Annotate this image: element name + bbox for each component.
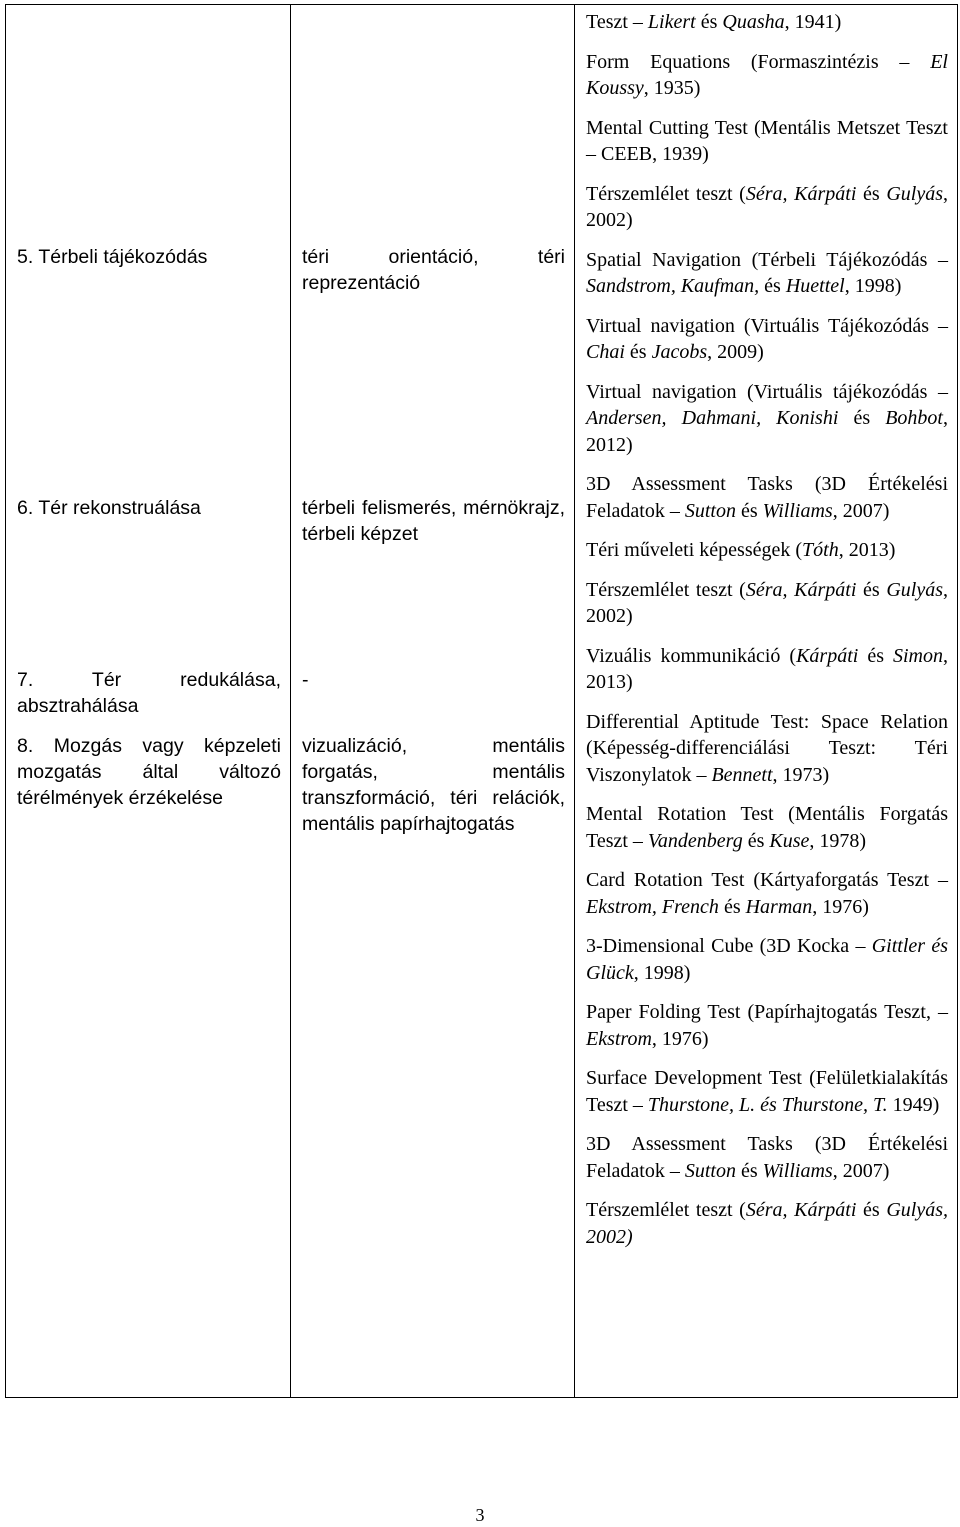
test-entry: [586, 115, 948, 168]
test-entry: [586, 577, 948, 630]
test-mid: és: [718, 895, 746, 918]
test-mid: és: [856, 1199, 887, 1221]
test-pre: Paper Folding Test (Papírhajtogatás Teszt, –: [586, 1001, 948, 1023]
test-pre: Surface Development Test (Felületkialakítás Teszt –: [586, 1067, 948, 1116]
test-post: , 1976): [812, 895, 869, 918]
test-pre: Spatial Navigation (Térbeli Tájékozódás –: [586, 248, 948, 271]
test-mid: és: [858, 644, 893, 667]
test-auth: Andersen, Dahmani, Konishi: [586, 407, 839, 429]
test-pre: 3-Dimensional Cube (3D Kocka –: [586, 935, 872, 957]
test-pre: Térszemlélet teszt (: [586, 578, 746, 601]
test-pre: 3D Assessment Tasks (3D Értékelési Feladatok –: [586, 473, 948, 522]
test-auth2: Gulyás: [886, 578, 943, 601]
test-auth: Bennett: [711, 763, 773, 786]
test-entry: [586, 181, 948, 234]
area-6: 6. Tér rekonstruálása: [17, 497, 201, 519]
test-entry: [586, 247, 948, 300]
test-auth2: Huettel: [785, 275, 845, 297]
test-entry: [586, 379, 948, 459]
area-7: 7. Tér redukálása, absztrahálása: [17, 669, 281, 717]
test-auth: Tóth: [802, 539, 839, 561]
test-mid: és: [624, 341, 652, 363]
test-mid: és: [736, 499, 763, 522]
test-post: , 1978): [809, 829, 867, 852]
test-pre: 3D Assessment Tasks (3D Értékelési Feladatok –: [586, 1133, 948, 1182]
test-pre: Card Rotation Test (Kártyaforgatás Teszt –: [586, 869, 948, 891]
test-entry: [586, 313, 948, 366]
skill-7: -: [302, 669, 309, 691]
test-auth: El Koussy: [586, 50, 948, 99]
test-pre: Térszemlélet teszt (: [586, 1199, 746, 1221]
test-auth: Ekstrom: [586, 1027, 652, 1050]
test-auth2: Simon: [893, 644, 943, 667]
test-mid: és: [856, 182, 887, 205]
test-auth2: Bohbot: [885, 407, 943, 429]
test-post: , 2007): [832, 1159, 890, 1182]
test-table: [5, 4, 958, 1398]
test-post: , 2007): [832, 499, 890, 522]
test-pre: Virtual navigation (Virtuális Tájékozódás –: [586, 314, 948, 337]
page-number: 3: [475, 1505, 485, 1525]
test-post: , 2013): [586, 644, 948, 693]
test-pre: Mental Rotation Test (Mentális Forgatás Teszt –: [586, 803, 948, 852]
test-post: , 1998): [844, 275, 902, 297]
test-entry: [586, 643, 948, 696]
test-post: , 2002): [586, 182, 948, 231]
test-entry: [586, 1131, 948, 1184]
test-post: , 1935): [643, 77, 701, 99]
test-post: , 2013): [838, 539, 896, 561]
test-auth2: Williams: [762, 499, 833, 522]
test-pre: Virtual navigation (Virtuális tájékozódás –: [586, 380, 948, 403]
test-entry: [586, 1197, 948, 1250]
test-mid: és: [838, 407, 886, 429]
test-post: , 1976): [651, 1027, 709, 1050]
test-pre: Téri műveleti képességek (: [586, 539, 803, 561]
test-entry: [586, 999, 948, 1052]
test-auth2: Gulyás: [886, 182, 943, 205]
test-post: , 2009): [707, 341, 764, 363]
skill-column: [291, 5, 575, 1398]
tests-column: [575, 5, 958, 1398]
skill-5: téri orientáció, téri reprezentáció: [302, 246, 565, 294]
test-entry: [586, 537, 948, 564]
test-auth: Kárpáti: [796, 644, 859, 667]
test-mid: és: [695, 11, 723, 33]
test-auth: Chai: [586, 341, 625, 363]
test-entry: [586, 801, 948, 854]
test-entry: [586, 867, 948, 920]
skill-6: térbeli felismerés, mérnökrajz, térbeli képzet: [302, 497, 565, 545]
test-entry: [586, 49, 948, 102]
test-auth: Sutton: [684, 1159, 736, 1182]
test-auth2: Quasha: [722, 11, 785, 33]
test-auth: Gittler és Glück: [586, 935, 948, 984]
test-mid: és: [736, 1159, 763, 1182]
test-auth2: Kuse: [769, 829, 810, 852]
test-auth: Sandstrom, Kaufman,: [586, 275, 760, 297]
area-5: 5. Térbeli tájékozódás: [17, 246, 208, 268]
skill-8: vizualizáció, mentális forgatás, mentális transzformáció, téri relációk, mentális papírhajtogatás: [302, 735, 565, 835]
test-pre: Form Equations (Formaszintézis –: [586, 50, 931, 73]
test-pre: Vizuális kommunikáció (: [586, 644, 797, 667]
area-column: [6, 5, 291, 1398]
test-entry: [586, 933, 948, 986]
area-8: 8. Mozgás vagy képzeleti mozgatás által változó térélmények érzékelése: [17, 735, 281, 809]
test-entry: [586, 709, 948, 789]
test-auth: Séra, Kárpáti: [745, 182, 857, 205]
test-mid: és: [759, 275, 786, 297]
test-auth: Ekstrom, French: [586, 895, 719, 918]
test-pre: Teszt –: [586, 11, 648, 33]
test-auth: Likert: [647, 11, 696, 33]
test-entry: [586, 471, 948, 524]
test-post: , 2012): [586, 407, 948, 456]
test-post: , 1998): [633, 961, 691, 984]
test-entry: [586, 1065, 948, 1118]
test-entry: [586, 9, 948, 36]
test-pre: Mental Cutting Test (Mentális Metszet Teszt – CEEB, 1939): [586, 116, 948, 165]
test-auth: Séra, Kárpáti: [745, 578, 857, 601]
test-auth2: Williams: [762, 1159, 833, 1182]
test-auth2: Jacobs: [651, 341, 708, 363]
test-post: , 1941): [784, 11, 842, 33]
test-mid: és: [742, 829, 770, 852]
test-auth: Thurstone, L. és Thurstone, T.: [647, 1093, 888, 1116]
test-auth2: Harman: [745, 895, 813, 918]
test-pre: Differential Aptitude Test: Space Relation (Képesség-differenciálási Teszt: Téri Viszonylatok –: [586, 710, 948, 786]
test-mid: és: [856, 578, 887, 601]
test-pre: Térszemlélet teszt (: [586, 182, 746, 205]
test-auth2: Gulyás, 2002): [586, 1199, 948, 1248]
test-auth: Vandenberg: [647, 829, 743, 852]
test-auth: Séra, Kárpáti: [745, 1199, 857, 1221]
test-list: [586, 9, 948, 1250]
test-post: , 1973): [772, 763, 830, 786]
test-post: , 2002): [586, 578, 948, 627]
test-post: 1949): [887, 1093, 940, 1116]
test-auth: Sutton: [684, 499, 736, 522]
